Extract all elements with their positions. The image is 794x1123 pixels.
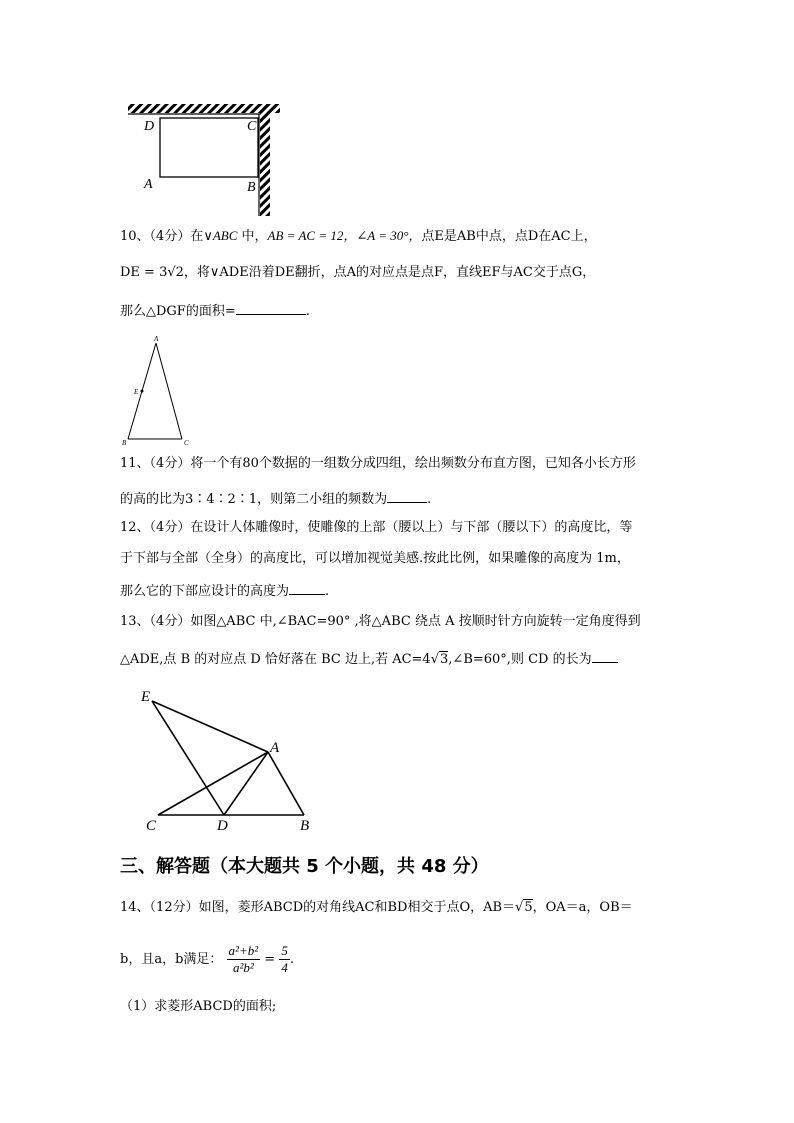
rectangle-wall-figure xyxy=(120,98,280,218)
label-D: D xyxy=(144,119,155,134)
answer-blank[interactable] xyxy=(387,488,427,503)
q14-sub1: （1）求菱形ABCD的面积; xyxy=(120,999,277,1014)
label-A: A xyxy=(270,740,280,756)
q13-line1: 13、（4分）如图△ABC 中,∠BAC=90° ,将△ABC 绕点 A 按顺时针方向旋转一定角度得到 xyxy=(120,614,641,629)
label-B: B xyxy=(300,818,310,834)
q12-line3: 那么它的下部应设计的高度为 . xyxy=(120,580,329,602)
q13-line2: △ADE,点 B 的对应点 D 恰好落在 BC 边上,若 AC=4√3,∠B=60°,则 CD 的长为 xyxy=(120,648,618,670)
q12-line1: 12、（4分）在设计人体雕像时，使雕像的上部（腰以上）与下部（腰以下）的高度比，等 xyxy=(120,520,633,535)
answer-blank[interactable] xyxy=(289,580,325,595)
q14-line2: b，且a，b满足： $\frac{\text{a²+b²}}{\text{a²b²}}$ = $\frac{5}{4}$ . xyxy=(120,943,294,975)
sqrt-sign: √ xyxy=(430,652,440,667)
q12-line2: 于下部与全部（全身）的高度比，可以增加视觉美感.按此比例，如果雕像的高度为 1m， xyxy=(120,551,630,566)
q11-line2: 的高的比为3∶4∶2∶1，则第二小组的频数为 . xyxy=(120,488,431,510)
q10-line2: DE = 3√2，将∨ADE沿着DE翻折，点A的对应点是点F，直线EF与AC交于点G， xyxy=(120,265,596,280)
q10-line3: 那么△DGF的面积= . xyxy=(120,300,310,322)
label-A: A xyxy=(154,335,159,343)
answer-blank[interactable] xyxy=(592,648,618,663)
label-C: C xyxy=(247,119,257,134)
rotation-figure xyxy=(138,684,328,834)
label-B: B xyxy=(122,439,127,447)
label-A: A xyxy=(144,177,153,192)
q14-line1: 14、（12分）如图，菱形ABCD的对角线AC和BD相交于点O，AB＝√5，OA＝a，OB＝ xyxy=(120,900,633,915)
q10-line1: 10、（4分）在∨ABC 中，AB = AC = 12，∠A = 30°，点E是AB中点，点D在AC上， xyxy=(120,228,597,244)
answer-blank[interactable] xyxy=(236,300,306,315)
triangle-figure xyxy=(118,333,198,448)
fraction: $\frac{\text{a²+b²}}{\text{a²b²}}$ xyxy=(228,943,259,975)
label-D: D xyxy=(217,818,228,834)
label-E: E xyxy=(134,388,139,396)
sqrt-sign: √ xyxy=(515,900,524,915)
q11-line1: 11、（4分）将一个有80个数据的一组数分成四组，绘出频数分布直方图，已知各小长方形 xyxy=(120,456,636,471)
label-C: C xyxy=(146,818,157,834)
label-C: C xyxy=(184,439,189,447)
label-B: B xyxy=(247,180,256,195)
fraction-five-fourths: $\frac{5}{4}$ xyxy=(281,943,288,975)
label-E: E xyxy=(141,689,151,705)
section-title: 三、解答题（本大题共 5 个小题，共 48 分） xyxy=(120,856,489,877)
